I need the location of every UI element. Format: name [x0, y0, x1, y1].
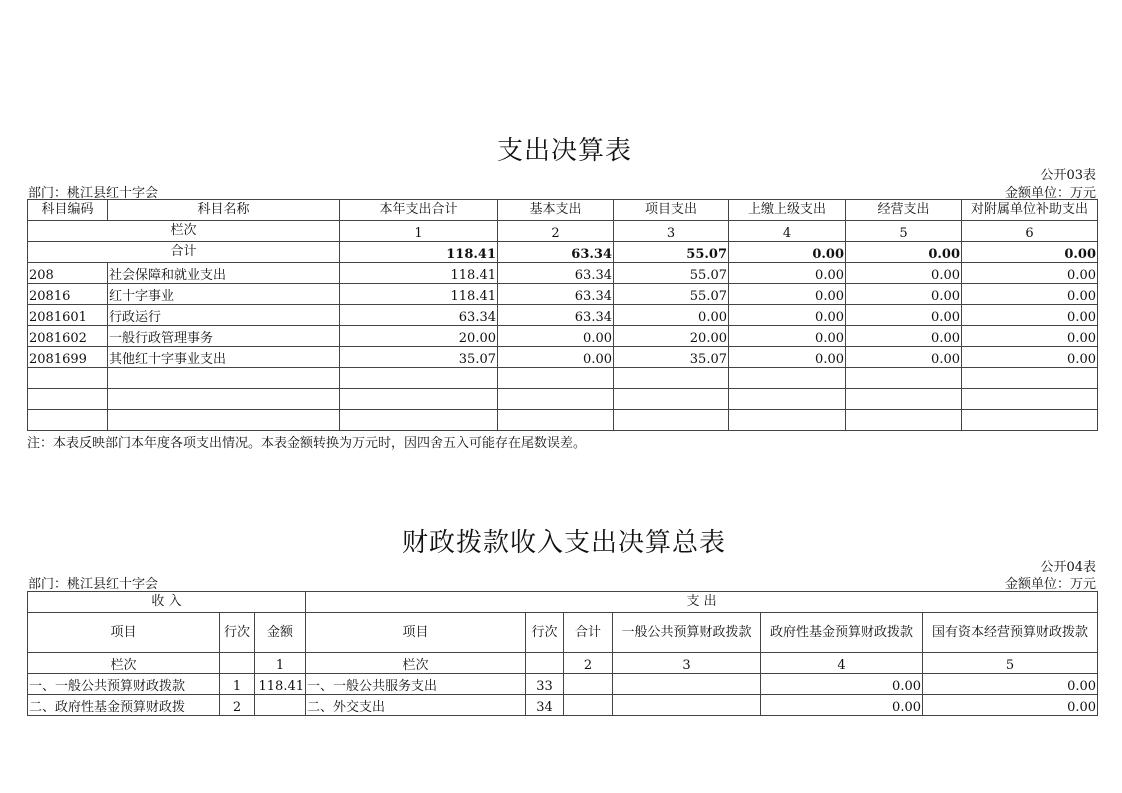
header-cell: 经营支出	[846, 200, 962, 221]
total-value: 0.00	[962, 242, 1098, 263]
state-capital-amount: 0.00	[923, 674, 1098, 695]
total-value: 0.00	[729, 242, 846, 263]
amount-cell: 0.00	[846, 284, 962, 305]
expenditure-table	[27, 199, 1098, 431]
header-cell: 对附属单位补助支出	[962, 200, 1098, 221]
income-header: 收 入	[28, 592, 306, 613]
column-number: 4	[761, 653, 923, 674]
fiscal-summary-table	[27, 591, 1098, 716]
table1-code: 公开03表	[1040, 168, 1096, 183]
fund-budget-amount: 0.00	[761, 674, 923, 695]
total-value: 0.00	[846, 242, 962, 263]
header-cell: 金额	[255, 613, 306, 653]
column-number-row	[28, 653, 1098, 674]
subject-name: 一般行政管理事务	[108, 326, 340, 347]
subject-code: 20816	[28, 284, 108, 305]
column-number: 4	[729, 221, 846, 242]
column-number: 3	[614, 221, 729, 242]
amount-cell: 0.00	[962, 284, 1098, 305]
subject-name: 红十字事业	[108, 284, 340, 305]
column-number: 3	[613, 653, 761, 674]
column-number: 2	[498, 221, 614, 242]
header-cell: 政府性基金预算财政拨款	[761, 613, 923, 653]
column-label: 栏次	[28, 653, 220, 674]
table1-department: 部门：桃江县红十字会	[28, 186, 159, 201]
amount-cell: 55.07	[614, 263, 729, 284]
header-cell: 行次	[526, 613, 564, 653]
amount-cell: 0.00	[962, 326, 1098, 347]
expense-item: 一、一般公共服务支出	[306, 674, 526, 695]
subject-code: 208	[28, 263, 108, 284]
amount-cell: 0.00	[729, 263, 846, 284]
income-amount: 118.41	[255, 674, 306, 695]
amount-cell: 63.34	[340, 305, 498, 326]
amount-cell: 20.00	[340, 326, 498, 347]
column-number: 6	[962, 221, 1098, 242]
header-cell: 国有资本经营预算财政拨款	[923, 613, 1098, 653]
column-label: 栏次	[306, 653, 526, 674]
state-capital-amount: 0.00	[923, 695, 1098, 716]
general-budget-amount	[613, 695, 761, 716]
table2-title: 财政拨款收入支出决算总表	[402, 528, 727, 558]
amount-cell: 0.00	[846, 263, 962, 284]
table2-code: 公开04表	[1040, 560, 1096, 575]
table-row	[28, 326, 1098, 347]
amount-cell: 0.00	[846, 305, 962, 326]
empty-row	[28, 410, 1098, 431]
table-row	[28, 674, 1098, 695]
column-label: 栏次	[28, 221, 340, 242]
table-row	[28, 695, 1098, 716]
amount-cell: 0.00	[498, 347, 614, 368]
expense-total	[564, 695, 613, 716]
table-row	[28, 305, 1098, 326]
table1-note: 注：本表反映部门本年度各项支出情况。本表金额转换为万元时，因四舍五入可能存在尾数误差。	[27, 436, 587, 451]
header-cell: 项目	[306, 613, 526, 653]
table-row	[28, 263, 1098, 284]
income-amount	[255, 695, 306, 716]
amount-cell: 63.34	[498, 305, 614, 326]
table2-unit: 金额单位：万元	[1004, 577, 1096, 592]
amount-cell: 0.00	[498, 326, 614, 347]
expense-line: 33	[526, 674, 564, 695]
table2-department: 部门：桃江县红十字会	[28, 577, 159, 592]
table1-title: 支出决算表	[497, 136, 633, 166]
table-header-row	[28, 200, 1098, 221]
amount-cell: 0.00	[846, 347, 962, 368]
header-cell: 一般公共预算财政拨款	[613, 613, 761, 653]
income-line: 1	[220, 674, 255, 695]
amount-cell: 0.00	[846, 326, 962, 347]
column-number: 1	[340, 221, 498, 242]
header-cell: 科目编码	[28, 200, 108, 221]
total-value: 118.41	[340, 242, 498, 263]
header-cell: 科目名称	[108, 200, 340, 221]
table-header-row	[28, 613, 1098, 653]
total-label: 合计	[28, 242, 340, 263]
column-number-row	[28, 221, 1098, 242]
amount-cell: 63.34	[498, 284, 614, 305]
table1-unit: 金额单位：万元	[1004, 186, 1096, 201]
header-cell: 项目支出	[614, 200, 729, 221]
subject-name: 行政运行	[108, 305, 340, 326]
subject-name: 社会保障和就业支出	[108, 263, 340, 284]
amount-cell: 35.07	[340, 347, 498, 368]
income-line: 2	[220, 695, 255, 716]
total-value: 63.34	[498, 242, 614, 263]
header-cell: 上缴上级支出	[729, 200, 846, 221]
amount-cell: 0.00	[729, 347, 846, 368]
amount-cell: 0.00	[962, 263, 1098, 284]
subject-code: 2081699	[28, 347, 108, 368]
amount-cell: 0.00	[962, 347, 1098, 368]
table-row	[28, 284, 1098, 305]
total-value: 55.07	[614, 242, 729, 263]
subject-name: 其他红十字事业支出	[108, 347, 340, 368]
table-row	[28, 347, 1098, 368]
general-budget-amount	[613, 674, 761, 695]
header-cell: 基本支出	[498, 200, 614, 221]
subject-code: 2081602	[28, 326, 108, 347]
column-number: 5	[923, 653, 1098, 674]
subject-code: 2081601	[28, 305, 108, 326]
income-item: 一、一般公共预算财政拨款	[28, 674, 220, 695]
expense-item: 二、外交支出	[306, 695, 526, 716]
header-cell: 行次	[220, 613, 255, 653]
total-row	[28, 242, 1098, 263]
header-cell: 项目	[28, 613, 220, 653]
expense-total	[564, 674, 613, 695]
amount-cell: 118.41	[340, 263, 498, 284]
amount-cell: 0.00	[729, 326, 846, 347]
amount-cell: 118.41	[340, 284, 498, 305]
amount-cell: 20.00	[614, 326, 729, 347]
amount-cell: 0.00	[614, 305, 729, 326]
fund-budget-amount: 0.00	[761, 695, 923, 716]
empty-row	[28, 368, 1098, 389]
amount-cell: 0.00	[962, 305, 1098, 326]
column-number: 5	[846, 221, 962, 242]
amount-cell: 0.00	[729, 284, 846, 305]
header-cell: 合计	[564, 613, 613, 653]
income-item: 二、政府性基金预算财政拨	[28, 695, 220, 716]
amount-cell: 63.34	[498, 263, 614, 284]
amount-cell: 35.07	[614, 347, 729, 368]
section-header-row	[28, 592, 1098, 613]
amount-cell: 0.00	[729, 305, 846, 326]
column-number: 1	[255, 653, 306, 674]
empty-row	[28, 389, 1098, 410]
expense-header: 支 出	[306, 592, 1098, 613]
header-cell: 本年支出合计	[340, 200, 498, 221]
amount-cell: 55.07	[614, 284, 729, 305]
expense-line: 34	[526, 695, 564, 716]
column-number: 2	[564, 653, 613, 674]
